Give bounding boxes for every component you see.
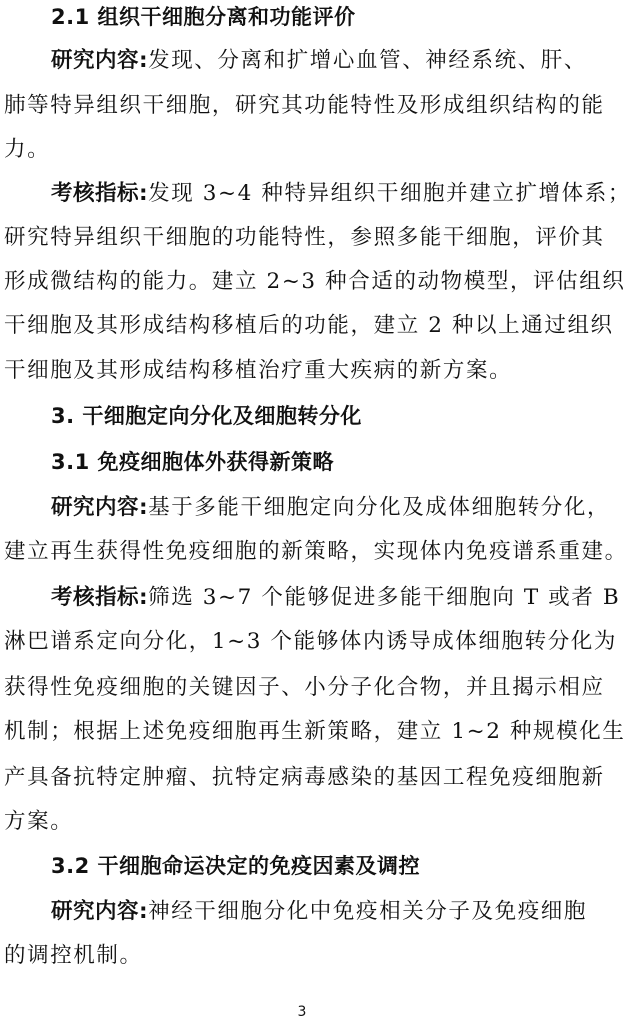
paragraph-line	[51, 172, 631, 216]
research-content-label: 研究内容:	[51, 495, 149, 520]
section-heading-3: 3. 干细胞定向分化及细胞转分化	[51, 404, 362, 428]
paragraph-line	[51, 576, 620, 620]
paragraph-line	[51, 39, 587, 83]
paragraph-line: 淋巴谱系定向分化，1~3 个能够体内诱导成体细胞转分化为	[4, 629, 618, 654]
paragraph-line: 建立再生获得性免疫细胞的新策略，实现体内免疫谱系重建。	[4, 539, 628, 564]
paragraph-line: 方案。	[4, 809, 74, 834]
paragraph-line: 形成微结构的能力。建立 2~3 种合适的动物模型，评估组织	[4, 269, 626, 294]
section-heading-3-1: 3.1 免疫细胞体外获得新策略	[51, 450, 335, 474]
assessment-label: 考核指标:	[51, 585, 149, 610]
paragraph-text: 发现、分离和扩增心血管、神经系统、肝、	[148, 48, 588, 73]
paragraph-line: 干细胞及其形成结构移植后的功能，建立 2 种以上通过组织	[4, 313, 614, 338]
paragraph-line: 产具备抗特定肿瘤、抗特定病毒感染的基因工程免疫细胞新	[4, 765, 605, 790]
paragraph-text: 筛选 3~7 个能够促进多能干细胞向 T 或者 B	[148, 585, 621, 610]
paragraph-line	[51, 486, 610, 530]
paragraph-line: 力。	[4, 137, 51, 162]
paragraph-line: 获得性免疫细胞的关键因子、小分子化合物，并且揭示相应	[4, 675, 605, 700]
section-heading-2-1: 2.1 组织干细胞分离和功能评价	[51, 5, 356, 29]
research-content-label: 研究内容:	[51, 48, 149, 73]
paragraph-text: 神经干细胞分化中免疫相关分子及免疫细胞	[148, 899, 588, 924]
paragraph-text: 发现 3~4 种特异组织干细胞并建立扩增体系；	[148, 181, 631, 206]
page-number: 3	[297, 1004, 307, 1020]
paragraph-line: 机制；根据上述免疫细胞再生新策略，建立 1~2 种规模化生	[4, 719, 626, 744]
research-content-label: 研究内容:	[51, 899, 149, 924]
paragraph-text: 基于多能干细胞定向分化及成体细胞转分化，	[148, 495, 611, 520]
section-heading-3-2: 3.2 干细胞命运决定的免疫因素及调控	[51, 854, 421, 878]
paragraph-line: 的调控机制。	[4, 943, 143, 968]
paragraph-line: 研究特异组织干细胞的功能特性，参照多能干细胞，评价其	[4, 225, 605, 250]
assessment-label: 考核指标:	[51, 181, 149, 206]
paragraph-line: 肺等特异组织干细胞，研究其功能特性及形成组织结构的能	[4, 93, 605, 118]
paragraph-line	[51, 890, 587, 934]
paragraph-line: 干细胞及其形成结构移植治疗重大疾病的新方案。	[4, 358, 513, 383]
